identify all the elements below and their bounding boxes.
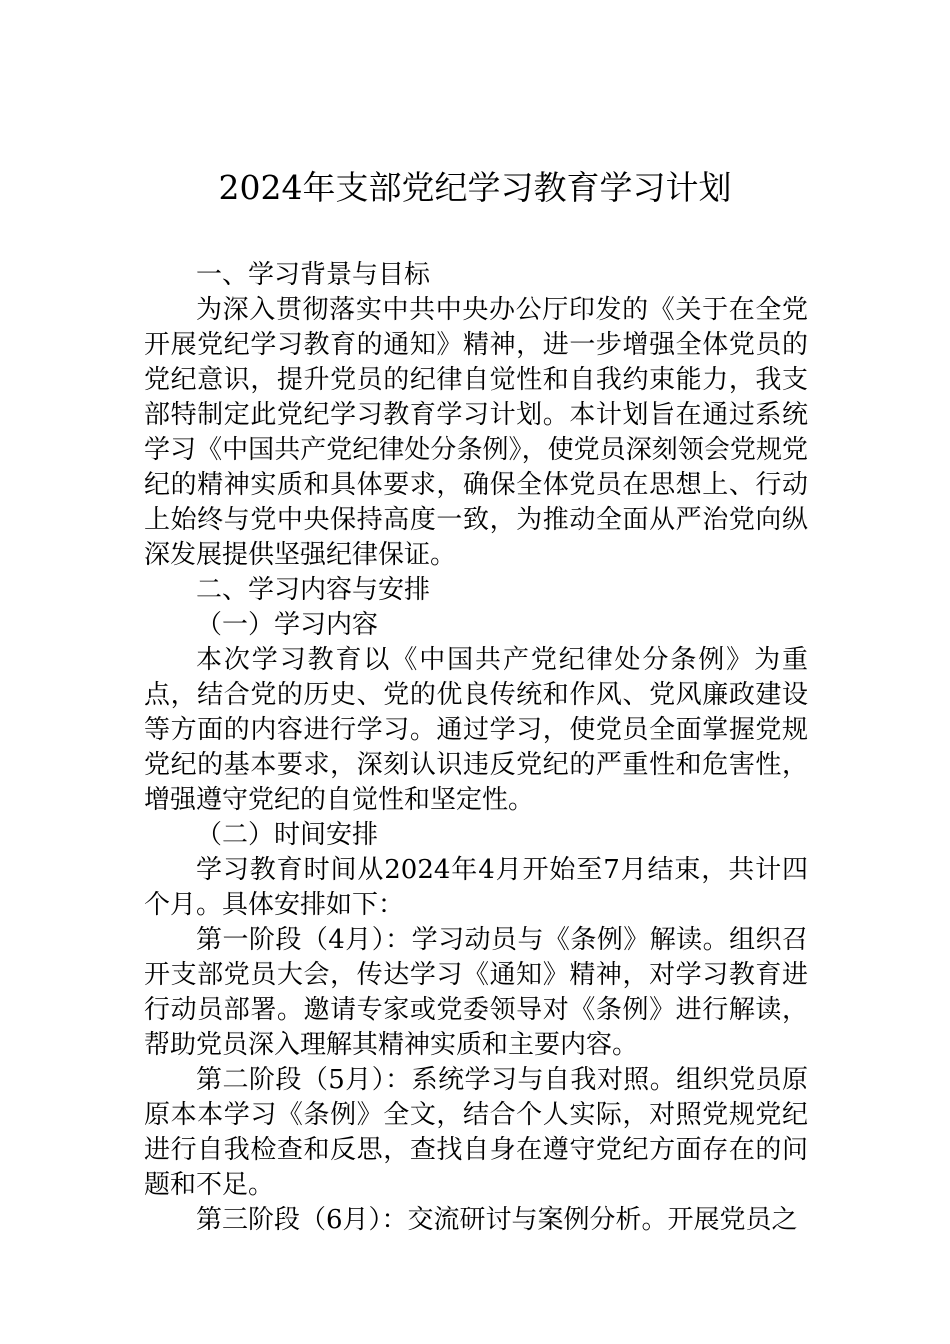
section-heading-background: 一、学习背景与目标 [196, 260, 431, 290]
subsection-heading-content: （一）学习内容 [196, 610, 379, 640]
document-body [144, 258, 808, 1238]
paragraph-phase-one: 第一阶段（4月）：学习动员与《条例》解读。组织召开支部党员大会，传达学习《通知》精神，对学习教育进行动员部署。邀请专家或党委领导对《条例》进行解读，帮助党员深入理解其精神实质和主要内容。 [144, 925, 808, 1060]
paragraph-background: 为深入贯彻落实中共中央办公厅印发的《关于在全党开展党纪学习教育的通知》精神，进一步增强全体党员的党纪意识，提升党员的纪律自觉性和自我约束能力，我支部特制定此党纪学习教育学习计划。本计划旨在通过系统学习《中国共产党纪律处分条例》，使党员深刻领会党规党纪的精神实质和具体要求，确保全体党员在思想上、行动上始终与党中央保持高度一致，为推动全面从严治党向纵深发展提供坚强纪律保证。 [144, 295, 808, 570]
document-title: 2024年支部党纪学习教育学习计划 [218, 168, 732, 207]
section-heading-content-arrangement: 二、学习内容与安排 [196, 575, 431, 605]
paragraph-content: 本次学习教育以《中国共产党纪律处分条例》为重点，结合党的历史、党的优良传统和作风、党风廉政建设等方面的内容进行学习。通过学习，使党员全面掌握党规党纪的基本要求，深刻认识违反党纪的严重性和危害性，增强遵守党纪的自觉性和坚定性。 [144, 645, 808, 815]
paragraph-phase-three: 第三阶段（6月）：交流研讨与案例分析。开展党员之 [196, 1205, 798, 1235]
subsection-heading-schedule: （二）时间安排 [196, 820, 379, 850]
paragraph-schedule-intro: 学习教育时间从2024年4月开始至7月结束，共计四个月。具体安排如下： [144, 855, 808, 920]
paragraph-phase-two: 第二阶段（5月）：系统学习与自我对照。组织党员原原本本学习《条例》全文，结合个人实际，对照党规党纪进行自我检查和反思，查找自身在遵守党纪方面存在的问题和不足。 [144, 1065, 808, 1200]
